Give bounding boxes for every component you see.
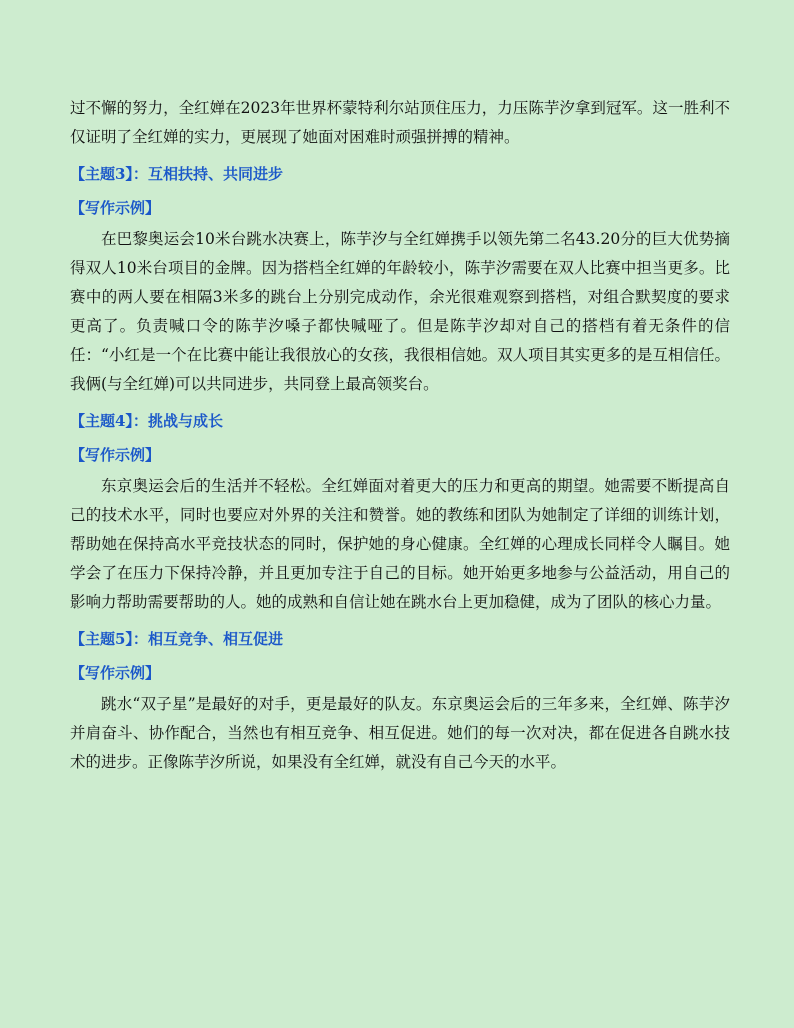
section-topic-4: [70, 410, 730, 617]
section-topic-3: [70, 163, 730, 399]
example-label: 【写作示例】: [70, 199, 161, 217]
example-paragraph: 在巴黎奥运会10米台跳水决赛上，陈芋汐与全红婵携手以领先第二名43.20分的巨大优势摘得双人10米台项目的金牌。因为搭档全红婵的年龄较小，陈芋汐需要在双人比赛中担当更多。比赛中的两人要在相隔3米多的跳台上分别完成动作，余光很难观察到搭档，对组合默契度的要求更高了。负责喊口令的陈芋汐嗓子都快喊哑了。但是陈芋汐却对自己的搭档有着无条件的信任：“小红是一个在比赛中能让我很放心的女孩，我很相信她。双人项目其实更多的是互相信任。我俩(与全红婵)可以共同进步，共同登上最高领奖台。: [70, 230, 730, 393]
section-topic-5: [70, 628, 730, 777]
topic-heading: 【主题5】：相互竞争、相互促进: [70, 630, 283, 648]
topic-heading: 【主题3】：互相扶持、共同进步: [70, 165, 283, 183]
example-label: 【写作示例】: [70, 446, 161, 464]
example-label: 【写作示例】: [70, 664, 161, 682]
topic-heading: 【主题4】：挑战与成长: [70, 412, 223, 430]
example-paragraph: 跳水“双子星”是最好的对手，更是最好的队友。东京奥运会后的三年多来，全红婵、陈芋汐并肩奋斗、协作配合，当然也有相互竞争、相互促进。她们的每一次对决，都在促进各自跳水技术的进步。正像陈芋汐所说，如果没有全红婵，就没有自己今天的水平。: [70, 695, 730, 771]
example-paragraph: 东京奥运会后的生活并不轻松。全红婵面对着更大的压力和更高的期望。她需要不断提高自己的技术水平，同时也要应对外界的关注和赞誉。她的教练和团队为她制定了详细的训练计划，帮助她在保持高水平竞技状态的同时，保护她的身心健康。全红婵的心理成长同样令人瞩目。她学会了在压力下保持冷静，并且更加专注于自己的目标。她开始更多地参与公益活动，用自己的影响力帮助需要帮助的人。她的成熟和自信让她在跳水台上更加稳健，成为了团队的核心力量。: [70, 477, 730, 611]
document-content: [70, 94, 730, 777]
intro-paragraph: 过不懈的努力，全红婵在2023年世界杯蒙特利尔站顶住压力，力压陈芋汐拿到冠军。这一胜利不仅证明了全红婵的实力，更展现了她面对困难时顽强拼搏的精神。: [70, 99, 730, 146]
